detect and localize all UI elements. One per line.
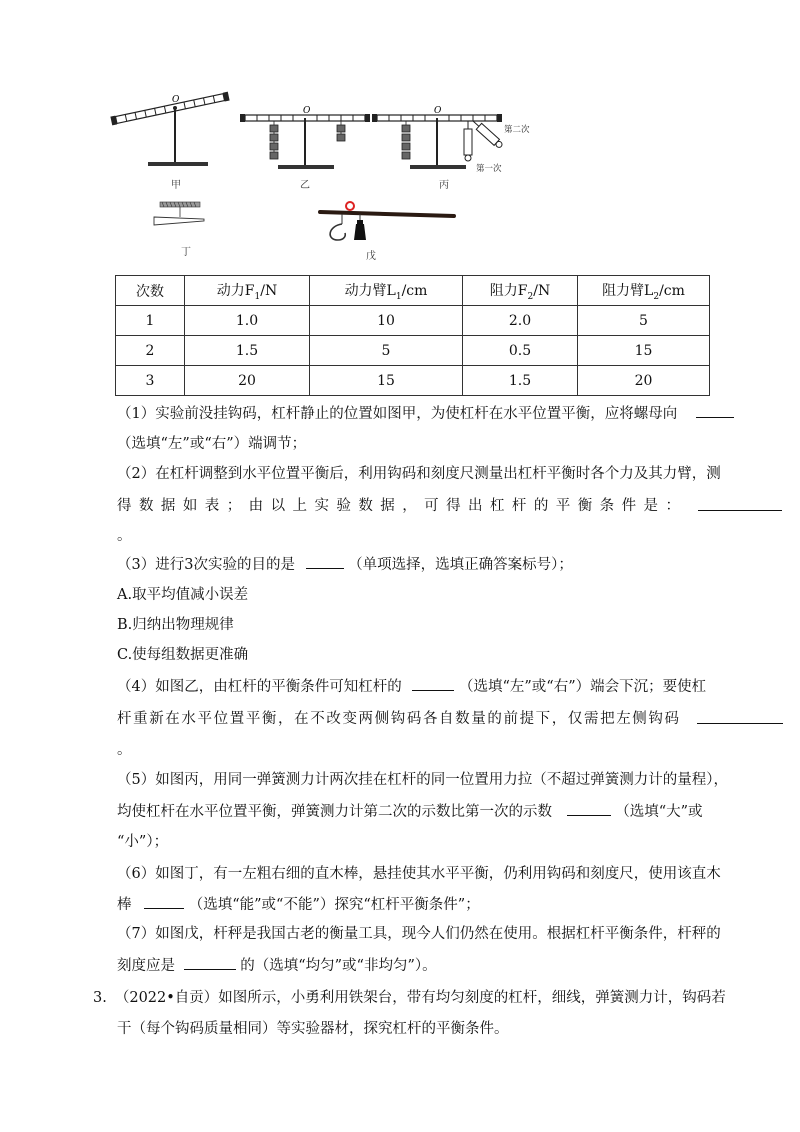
q4-text-2: （选填“左”或“右”）端会下沉；要使杠 <box>458 679 707 695</box>
q1-text: （1）实验前没挂钩码，杠杆静止的位置如图甲，为使杠杆在水平位置平衡，应将螺母向 <box>117 406 678 422</box>
q4-answer-blank-1[interactable] <box>412 676 454 691</box>
q7-line-2 <box>117 954 437 975</box>
table-row <box>116 336 710 366</box>
header-cell: 阻力$F_2/N$ <box>463 276 578 306</box>
q3-text-2: （单项选择，选填正确答案标号）； <box>348 557 573 573</box>
table-cell: 15 <box>578 336 710 366</box>
q6-line-2 <box>117 893 480 914</box>
q3-option-c: C.使每组数据更准确 <box>117 647 249 663</box>
table-cell: 1.5 <box>185 336 310 366</box>
q7-text-2: 的（选填“均匀”或“非均匀”）。 <box>240 958 437 974</box>
q3-option-b: B.归纳出物理规律 <box>117 617 234 633</box>
q6-answer-blank[interactable] <box>144 894 184 909</box>
table-cell: 1.0 <box>185 306 310 336</box>
figure-label-wu: 戊 <box>366 251 376 262</box>
q5-answer-blank[interactable] <box>567 801 611 816</box>
q5-line-2 <box>117 800 703 821</box>
q3-answer-blank[interactable] <box>306 554 344 569</box>
table-cell: 10 <box>310 306 463 336</box>
q8-text: （2022•自贡）如图所示，小勇利用铁架台，带有均匀刻度的杠杆，细线，弹簧测力计，钩码若 <box>114 990 726 1006</box>
table-cell: 3 <box>116 366 185 396</box>
table-cell: 20 <box>185 366 310 396</box>
figure-ding <box>150 200 210 240</box>
figure-bing <box>372 105 542 180</box>
figure-label-bing: 丙 <box>439 180 449 191</box>
q2-line-3: 。 <box>117 528 132 544</box>
q1-answer-blank[interactable] <box>696 403 734 418</box>
table-cell: 2.0 <box>463 306 578 336</box>
data-table <box>115 275 710 396</box>
header-cell: 动力臂$L_1/cm$ <box>310 276 463 306</box>
table-cell: 2 <box>116 336 185 366</box>
q7-answer-blank[interactable] <box>184 955 236 970</box>
figure-label-ding: 丁 <box>181 247 191 258</box>
q5-text: 均使杠杆在水平位置平衡，弹簧测力计第二次的示数比第一次的示数 <box>117 804 552 820</box>
table-row <box>116 366 710 396</box>
q2-line-2: 得数据如表；由以上实验数据，可得出杠杆的平衡条件是： <box>117 498 680 514</box>
q4-line-2: 杆重新在水平位置平衡，在不改变两侧钩码各自数量的前提下，仅需把左侧钩码 <box>117 711 679 727</box>
q2-line-1: （2）在杠杆调整到水平位置平衡后，利用钩码和刻度尺测量出杠杆平衡时各个力及其力臂，测 <box>117 466 721 482</box>
table-cell: 1.5 <box>463 366 578 396</box>
table-cell: 15 <box>310 366 463 396</box>
header-cell: 动力$F_1/N$ <box>185 276 310 306</box>
q6-text: 棒 <box>117 897 132 913</box>
q8-line-1 <box>93 986 726 1007</box>
question-number: 3. <box>93 990 107 1006</box>
table-cell: 5 <box>578 306 710 336</box>
table-row <box>116 306 710 336</box>
q3-line-1 <box>117 553 573 574</box>
table-cell: 5 <box>310 336 463 366</box>
label-second: 第二次 <box>504 125 530 135</box>
q2-answer-blank[interactable] <box>698 496 782 511</box>
figure-label-jia: 甲 <box>171 180 181 191</box>
header-cell: 次数 <box>116 276 185 306</box>
table-cell: 20 <box>578 366 710 396</box>
header-cell: 阻力臂$L_2/cm$ <box>578 276 710 306</box>
figure-wu <box>318 196 458 246</box>
q6-line-1: （6）如图丁，有一左粗右细的直木棒，悬挂使其水平平衡，仍利用钩码和刻度尺，使用该直木 <box>117 866 721 882</box>
label-first: 第一次 <box>476 164 502 174</box>
q5-line-1: （5）如图丙，用同一弹簧测力计两次挂在杠杆的同一位置用力拉（不超过弹簧测力计的量程）， <box>117 772 728 788</box>
q4-line-1 <box>117 675 706 696</box>
q4-text: （4）如图乙，由杠杆的平衡条件可知杠杆的 <box>117 679 402 695</box>
figure-label-yi: 乙 <box>300 180 310 191</box>
q1-line-1 <box>117 402 734 423</box>
q6-text-2: （选填“能”或“不能”）探究“杠杆平衡条件”； <box>188 897 480 913</box>
q4-answer-blank-2[interactable] <box>697 709 783 724</box>
table-cell: 1 <box>116 306 185 336</box>
figure-yi <box>240 105 370 175</box>
q7-line-1: （7）如图戊，杆秤是我国古老的衡量工具，现今人们仍然在使用。根据杠杆平衡条件，杆秤的 <box>117 926 721 942</box>
q3-option-a: A.取平均值减小误差 <box>117 587 249 603</box>
q4-line-3: 。 <box>117 742 132 758</box>
q7-text: 刻度应是 <box>117 958 175 974</box>
q1-line-2: （选填“左”或“右”）端调节； <box>117 436 307 452</box>
pivot-label-bing: O <box>434 106 442 116</box>
pivot-label-jia: O <box>172 95 180 105</box>
q3-text: （3）进行3次实验的目的是 <box>117 557 295 573</box>
figure-jia <box>110 88 240 173</box>
q8-line-2: 干（每个钩码质量相同）等实验器材，探究杠杆的平衡条件。 <box>117 1021 509 1037</box>
table-cell: 0.5 <box>463 336 578 366</box>
q5-line-3: “小”）； <box>117 834 169 850</box>
q5-text-2: （选填“大”或 <box>615 804 703 820</box>
pivot-label-yi: O <box>303 106 311 116</box>
table-header-row <box>116 276 710 306</box>
